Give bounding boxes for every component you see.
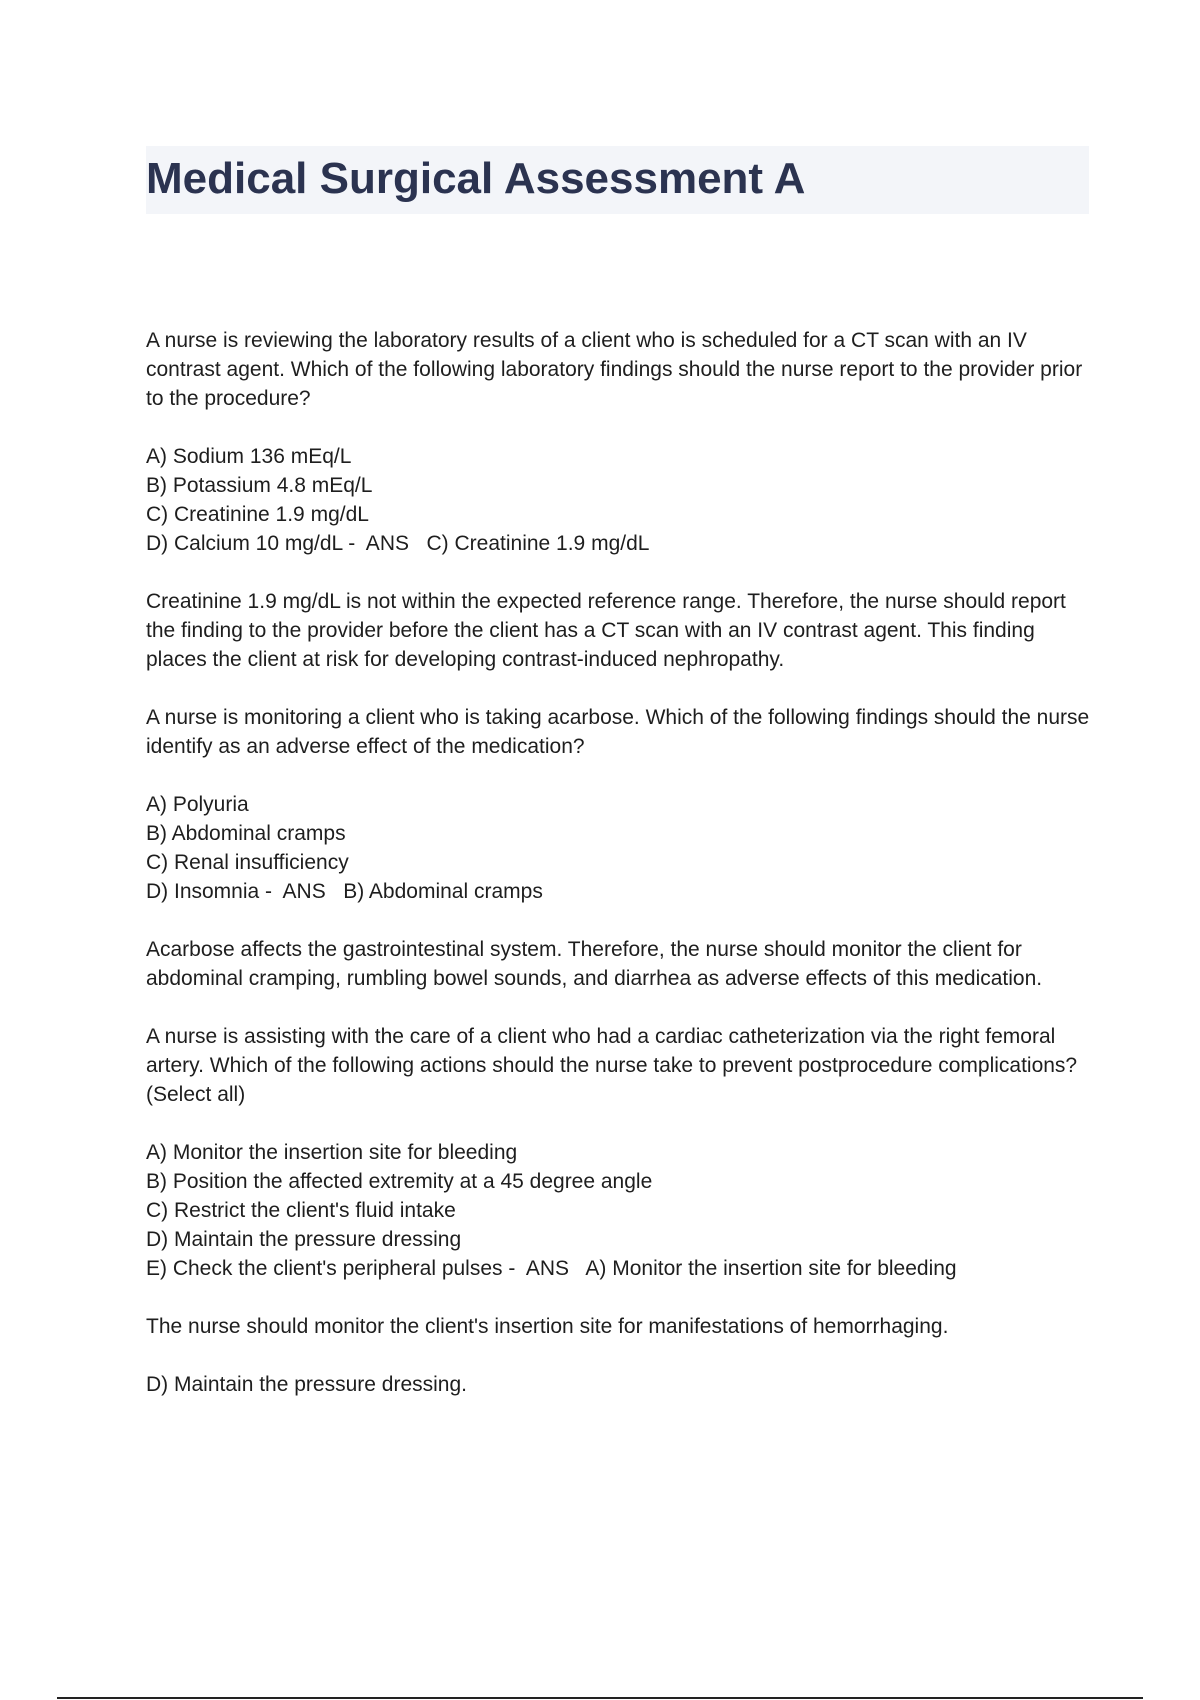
question-3-rationale: The nurse should monitor the client's insertion site for manifestations of hemorrhaging. [146, 1315, 949, 1338]
option-text: D) Insomnia [146, 880, 260, 903]
question-option: C) Renal insufficiency [146, 851, 349, 874]
question-3-stem: A nurse is assisting with the care of a client who had a cardiac catheterization via the right femoral artery. Which of the following actions should the nurse take to prevent postprocedure complications? (Select all) [146, 1025, 1078, 1106]
question-3-options [146, 1138, 1096, 1283]
question-1-options [146, 442, 1096, 558]
option-text: E) Check the client's peripheral pulses [146, 1257, 503, 1280]
question-1-stem: A nurse is reviewing the laboratory results of a client who is scheduled for a CT scan with an IV contrast agent. Which of the following laboratory findings should the nurse report to the provider prior to the procedure? [146, 329, 1083, 410]
answer-text: B) Abdominal cramps [343, 880, 543, 903]
question-3-followup: D) Maintain the pressure dressing. [146, 1373, 467, 1396]
document-body [146, 326, 1096, 1428]
question-option: C) Creatinine 1.9 mg/dL [146, 503, 369, 526]
question-option-last [146, 529, 1096, 558]
question-option: B) Position the affected extremity at a 45 degree angle [146, 1170, 653, 1193]
answer-marker: - ANS [502, 1257, 586, 1280]
question-option-last [146, 1254, 1096, 1283]
page-bottom-rule [57, 1697, 1143, 1699]
answer-text: C) Creatinine 1.9 mg/dL [426, 532, 650, 555]
question-option: A) Sodium 136 mEq/L [146, 445, 352, 468]
question-2-stem: A nurse is monitoring a client who is taking acarbose. Which of the following findings should the nurse identify as an adverse effect of the medication? [146, 706, 1090, 758]
question-2-rationale: Acarbose affects the gastrointestinal system. Therefore, the nurse should monitor the client for abdominal cramping, rumbling bowel sounds, and diarrhea as adverse effects of this medication. [146, 938, 1043, 990]
option-text: D) Calcium 10 mg/dL [146, 532, 343, 555]
question-option: D) Maintain the pressure dressing [146, 1228, 462, 1251]
question-option: B) Abdominal cramps [146, 822, 346, 845]
question-option: A) Polyuria [146, 793, 249, 816]
question-1-rationale: Creatinine 1.9 mg/dL is not within the expected reference range. Therefore, the nurse should report the finding to the provider before the client has a CT scan with an IV contrast agent. This finding places the client at risk for developing contrast-induced nephropathy. [146, 590, 1066, 671]
question-option-last [146, 877, 1096, 906]
question-option: B) Potassium 4.8 mEq/L [146, 474, 373, 497]
document-title: Medical Surgical Assessment A [146, 154, 806, 203]
answer-marker: - ANS [342, 532, 427, 555]
question-option: A) Monitor the insertion site for bleeding [146, 1141, 518, 1164]
answer-text: A) Monitor the insertion site for bleeding [585, 1257, 957, 1280]
question-2-options [146, 790, 1096, 906]
answer-marker: - ANS [259, 880, 344, 903]
question-option: C) Restrict the client's fluid intake [146, 1199, 456, 1222]
